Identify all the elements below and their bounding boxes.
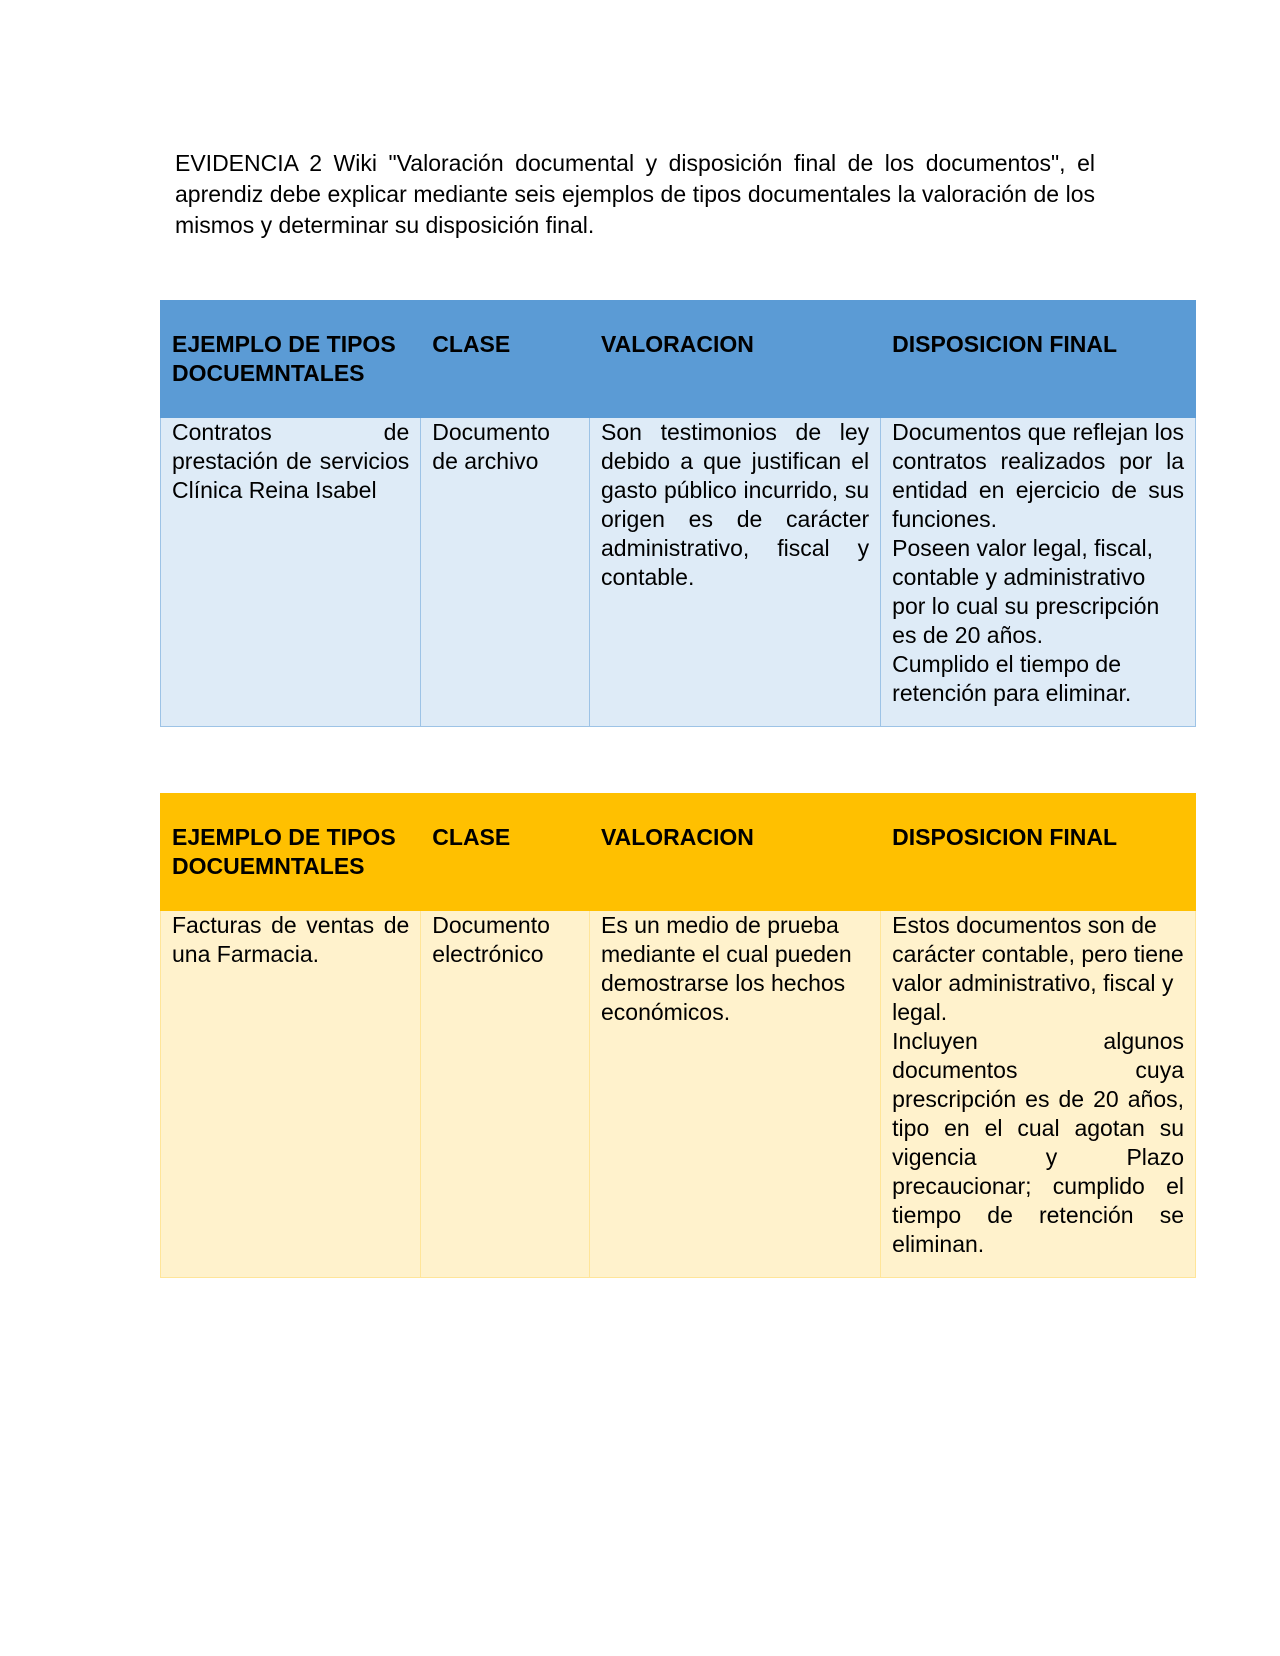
cell-valoracion: Son testimonios de ley debido a que justifican el gasto público incurrido, su origen es de carácter administrativo, fiscal y contable. (590, 418, 881, 727)
table-row (161, 911, 1196, 1278)
header-valoracion: VALORACION (590, 794, 881, 911)
cell-disposicion (881, 911, 1196, 1278)
cell-disposicion (881, 418, 1196, 727)
cell-ejemplo: Facturas de ventas de una Farmacia. (161, 911, 421, 1278)
header-ejemplo: EJEMPLO DE TIPOS DOCUEMNTALES (161, 794, 421, 911)
cell-clase: Documento electrónico (421, 911, 590, 1278)
cell-ejemplo: Contratos de prestación de servicios Clínica Reina Isabel (161, 418, 421, 727)
header-disposicion: DISPOSICION FINAL (881, 301, 1196, 418)
intro-paragraph (175, 148, 1095, 241)
document-table-facturas (160, 793, 1196, 1278)
disposicion-paragraph: Cumplido el tiempo de retención para eliminar. (892, 651, 1132, 706)
header-disposicion: DISPOSICION FINAL (881, 794, 1196, 911)
cell-clase: Documento de archivo (421, 418, 590, 727)
intro-text: EVIDENCIA 2 Wiki "Valoración documental y disposición final de los documentos", el aprendiz debe explicar mediante seis ejemplos de tipos documentales la valoración de los mismos y determinar su disposición final. (175, 150, 1095, 238)
header-ejemplo: EJEMPLO DE TIPOS DOCUEMNTALES (161, 301, 421, 418)
document-table-contratos (160, 300, 1196, 727)
header-valoracion: VALORACION (590, 301, 881, 418)
table-row (161, 418, 1196, 727)
disposicion-paragraph: Poseen valor legal, fiscal, contable y administrativo por lo cual su prescripción es de 20 años. (892, 535, 1160, 648)
cell-valoracion: Es un medio de prueba mediante el cual pueden demostrarse los hechos económicos. (590, 911, 881, 1278)
header-clase: CLASE (421, 794, 590, 911)
table-header-row (161, 794, 1196, 911)
table-header-row (161, 301, 1196, 418)
disposicion-paragraph: Estos documentos son de carácter contable, pero tiene valor administrativo, fiscal y legal. (892, 912, 1184, 1025)
header-clase: CLASE (421, 301, 590, 418)
disposicion-paragraph: Incluyen algunos documentos cuya prescripción es de 20 años, tipo en el cual agotan su vigencia y Plazo precaucionar; cumplido el tiempo de retención se eliminan. (892, 1028, 1184, 1257)
disposicion-paragraph: Documentos que reflejan los contratos realizados por la entidad en ejercicio de sus funciones. (892, 419, 1184, 532)
